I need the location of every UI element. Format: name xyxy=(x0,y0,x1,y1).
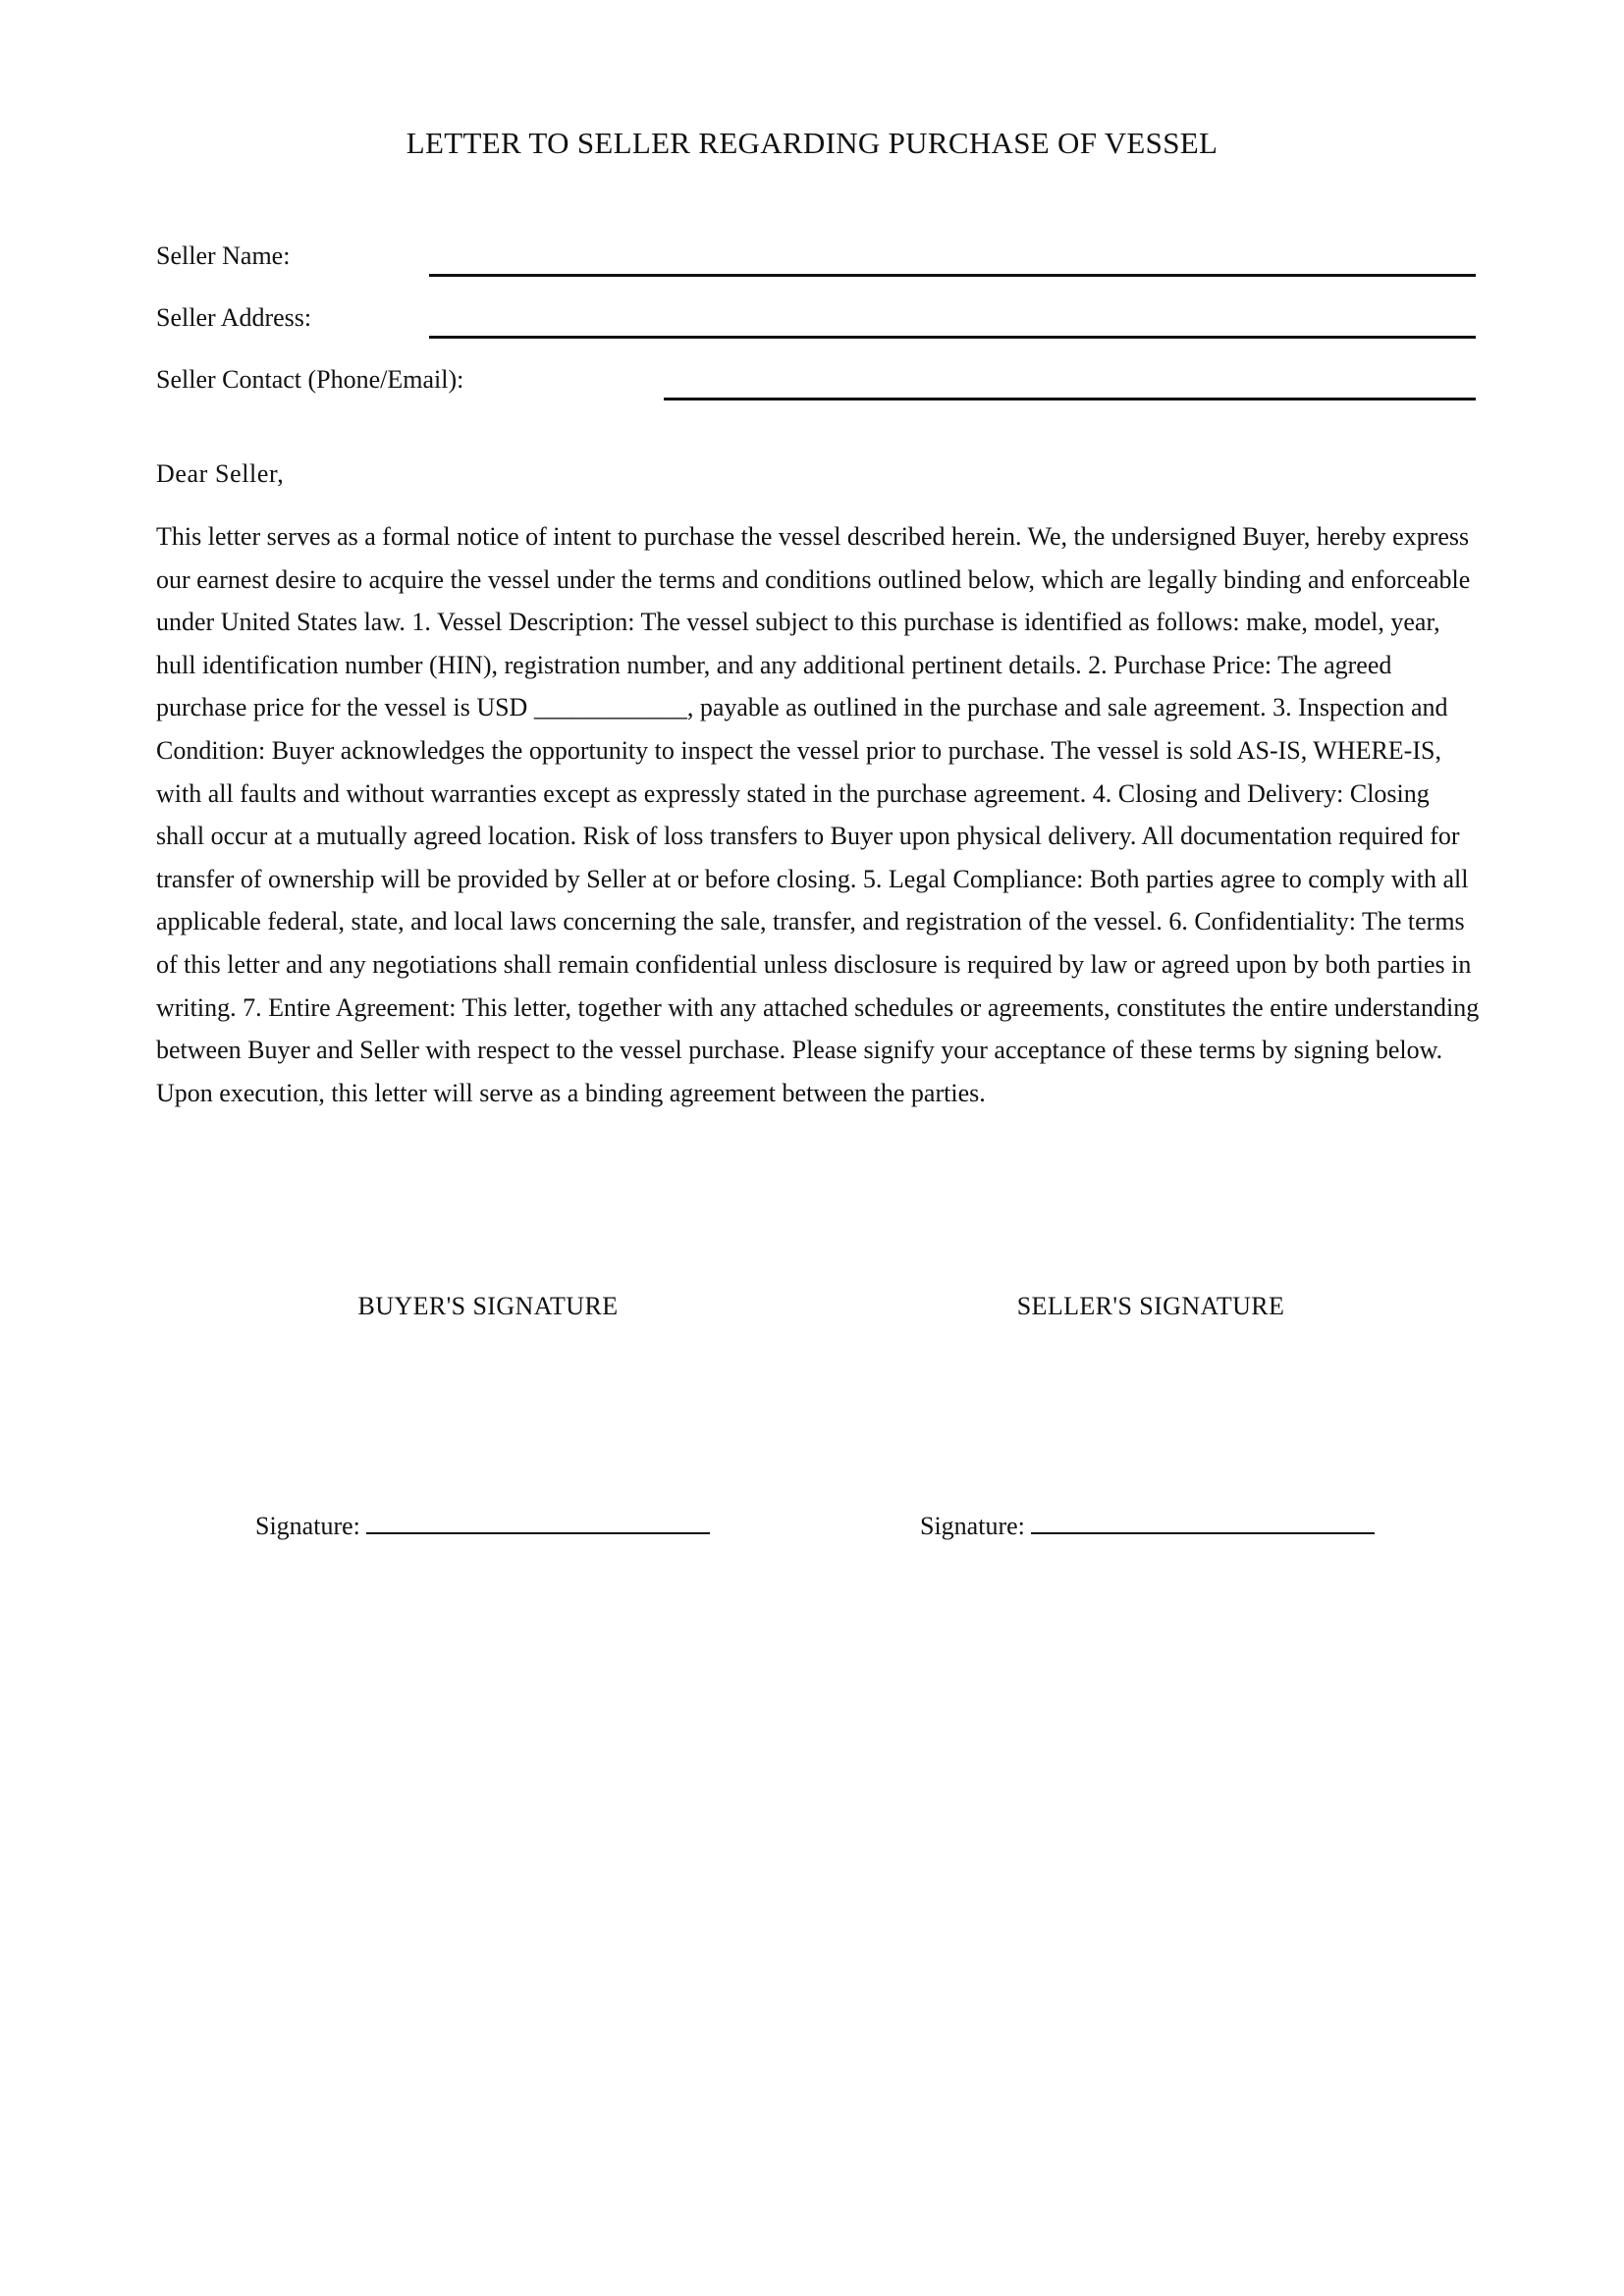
seller-signature-line xyxy=(920,1510,1375,1543)
seller-address-label: Seller Address: xyxy=(156,303,312,332)
document-title: LETTER TO SELLER REGARDING PURCHASE OF VESSEL xyxy=(406,126,1218,160)
seller-signature-label: Signature: xyxy=(920,1512,1025,1540)
seller-contact-label: Seller Contact (Phone/Email): xyxy=(156,365,464,394)
seller-name-field[interactable] xyxy=(429,274,1476,277)
seller-contact-row xyxy=(156,363,1476,406)
buyer-signature-field[interactable] xyxy=(366,1511,710,1534)
seller-name-row xyxy=(156,240,1476,283)
seller-signature-heading: SELLER'S SIGNATURE xyxy=(1016,1292,1285,1320)
seller-signature-field[interactable] xyxy=(1031,1511,1375,1534)
seller-name-label: Seller Name: xyxy=(156,241,291,270)
salutation: Dear Seller, xyxy=(156,459,285,488)
seller-address-field[interactable] xyxy=(429,336,1476,339)
seller-address-row xyxy=(156,301,1476,345)
buyer-signature-label: Signature: xyxy=(255,1512,360,1540)
buyer-signature-heading: BUYER'S SIGNATURE xyxy=(357,1292,619,1320)
letter-body: This letter serves as a formal notice of intent to purchase the vessel described herein. We, the undersigned Buyer, hereby express our earnest desire to acquire the vessel under the terms and conditions outlined below, which are legally binding and enforceable under United States law. 1. Vessel Description: The vessel subject to this purchase is identified as follows: make, model, year, hull identification number (HIN), registration number, and any additional pertinent details. 2. Purchase Price: The agreed purchase price for the vessel is USD ____________, payable as outlined in the purchase and sale agreement. 3. Inspection and Condition: Buyer acknowledges the opportunity to inspect the vessel prior to purchase. The vessel is sold AS-IS, WHERE-IS, with all faults and without warranties except as expressly stated in the purchase agreement. 4. Closing and Delivery: Closing shall occur at a mutually agreed location. Risk of loss transfers to Buyer upon physical delivery. All documentation required for transfer of ownership will be provided by Seller at or before closing. 5. Legal Compliance: Both parties agree to comply with all applicable federal, state, and local laws concerning the sale, transfer, and registration of the vessel. 6. Confidentiality: The terms of this letter and any negotiations shall remain confidential unless disclosure is required by law or agreed upon by both parties in writing. 7. Entire Agreement: This letter, together with any attached schedules or agreements, constitutes the entire understanding between Buyer and Seller with respect to the vessel purchase. Please signify your acceptance of these terms by signing below. Upon execution, this letter will serve as a binding agreement between the parties. xyxy=(156,522,1480,1107)
buyer-signature-line xyxy=(255,1510,710,1543)
seller-contact-field[interactable] xyxy=(664,398,1476,400)
